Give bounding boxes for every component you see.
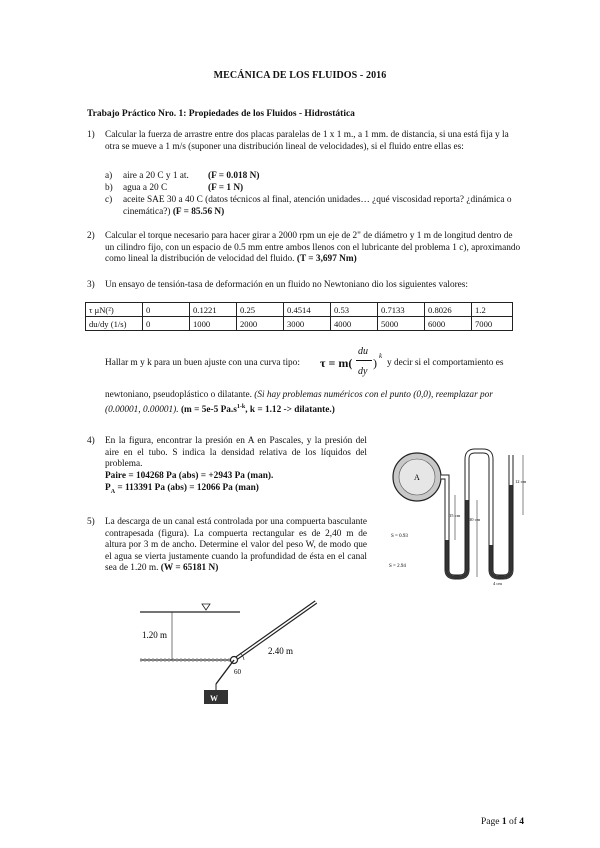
problem-5-answer: (W = 65181 N) [160,563,219,574]
angle-label: 60 [234,668,241,676]
problem-3-answer-exponent: 1-k [236,403,246,410]
problem-3-text2: newtoniano, pseudoplástico o dilatante. [105,390,252,400]
fluid-column-1 [447,500,467,577]
problem-1c-text-block [123,195,519,218]
table-row [86,317,513,331]
problem-3-hallar: Hallar m y k para un buen ajuste con una curva tipo: [105,358,300,368]
document-subtitle: Trabajo Práctico Nro. 1: Propiedades de los Fluidos - Hidrostática [87,109,355,119]
problem-2-answer: (T = 3,697 Nm) [296,254,357,265]
problem-3-answer: (m = 5e-5 Pa.s [180,404,237,415]
problem-2-text: Calcular el torque necesario para hacer girar a 2000 rpm un eje de 2" de diámetro y 1 m de longitud dentro de un cilindro fijo, con un espacio de 0.5 mm entre ambos llenos con el lubricante del problema 1 c), aproximando como lineal la distribución de velocidad del fluido. [105,231,521,265]
problem-3-decidir: y decir si el comportamiento es [387,358,504,368]
table-cell: 0 [143,317,190,331]
formula-exponent: k [379,352,383,360]
problem-3-answer-rest: , k = 1.12 -> dilatante.) [245,404,335,415]
water-level-marker [202,604,210,610]
problem-5-text: La descarga de un canal está controlada por una compuerta basculante contrapesada (figura). La compuerta rectangular es de 2,40 m de altura por 3 m de ancho. Determine el valor del peso W, de modo que el agua se vierta justamente cuando la profundidad de ésta en el canal sea de 1.20 m. [105,517,367,574]
table-row [86,303,513,317]
problem-2-text-block [105,231,521,266]
page-footer [481,817,524,827]
problem-2-number: 2) [87,231,95,241]
table-cell: du/dy (1/s) [86,317,143,331]
table-cell: 4000 [331,317,378,331]
formula-fraction-bar [356,360,372,361]
footer-page-number: 1 [501,817,507,827]
problem-3-text: Un ensayo de tensión-tasa de deformación en un fluido no Newtoniano dio los siguientes valores: [105,280,469,290]
problem-1a-label: a) [105,171,113,181]
footer-page-of: of [506,817,520,827]
table-cell: 6000 [425,317,472,331]
table-cell: 0.4514 [284,303,331,317]
label-4cm: 4 cm [493,581,502,585]
problem-1b-text: agua a 20 C [123,183,168,193]
problem-4-answer-1: Paire = 104268 Pa (abs) = +2943 Pa (man). [105,471,274,481]
footer-page-total: 4 [519,817,524,827]
table-cell: 2000 [237,317,284,331]
table-cell: 0 [143,303,190,317]
table-cell: 7000 [472,317,513,331]
problem-4-answer-2-sub: A [110,488,116,495]
problem-3-conclusion [105,390,525,416]
problem-1c-answer: (F = 85.56 N) [172,206,225,217]
table-cell: τ μN(²) [86,303,143,317]
table-cell: 0.8026 [425,303,472,317]
problem-3-note: (Si hay problemas numéricos con el punto (0,0), reemplazar por (0.00001, 0.00001). [105,390,493,415]
weight-label: W [210,694,218,703]
fluid-column-2 [491,485,511,577]
problem-1a-answer: (F = 0.018 N) [208,171,260,181]
counterweight-arm [216,660,234,684]
formula-close: ) [373,356,377,370]
table-cell: 0.25 [237,303,284,317]
problem-3-number: 3) [87,280,95,290]
footer-page-prefix: Page [480,817,502,827]
depth-label: 1.20 m [142,630,168,640]
formula-dy: dy [358,366,368,377]
problem-1b-answer: (F = 1 N) [208,183,244,193]
manometer-figure [385,445,545,585]
gate-length-label: 2.40 m [268,646,294,656]
problem-5-number: 5) [87,517,95,527]
problem-1b-label: b) [105,183,113,193]
table-cell: 1.2 [472,303,513,317]
problem-1-number: 1) [87,130,95,140]
problem-1c-text: aceite SAE 30 a 40 C (datos técnicos al final, atención unidades… ¿qué viscosidad reporta? ¿dinámica o cinemática?) [123,195,512,217]
label-s1: S = 0.93 [391,534,408,539]
problem-4-answer-2-value: = 113391 Pa (abs) = 12066 Pa (man) [115,483,259,493]
label-12cm: 12 cm [515,479,527,484]
problem-1-text: Calcular la fuerza de arrastre entre dos placas paralelas de 1 x 1 m., a 1 mm. de distancia, si una está fija y la otra se mueve a 1 m/s (suponer una distribución lineal de velocidades), si el fluido entre ellas es: [105,130,509,152]
gate-figure [140,598,320,708]
table-cell: 0.1221 [190,303,237,317]
table-cell: 0.53 [331,303,378,317]
table-cell: 3000 [284,317,331,331]
problem-4-text: En la figura, encontrar la presión en A en Pascales, y la presión del aire en el tubo. S indica la densidad relativa de los líquidos del problema. [105,436,367,470]
label-15cm: 15 cm [449,513,461,518]
formula-du: du [358,346,368,357]
formula-tau: τ = m( [320,356,353,370]
problem-4-answer-2-p: P [105,483,111,493]
label-s2: S = 2.94 [389,564,406,569]
data-table [85,302,513,331]
label-30cm: 30 cm [469,517,481,522]
document-title: MECÁNICA DE LOS FLUIDOS - 2016 [213,70,387,81]
table-cell: 1000 [190,317,237,331]
problem-4-answer-2 [105,483,259,498]
problem-1a-text: aire a 20 C y 1 at. [123,171,189,181]
problem-1c-label: c) [105,195,113,205]
table-cell: 0.7133 [378,303,425,317]
problem-5-text-block [105,517,367,575]
table-cell: 5000 [378,317,425,331]
problem-4-number: 4) [87,436,95,446]
point-a-label: A [414,473,420,482]
